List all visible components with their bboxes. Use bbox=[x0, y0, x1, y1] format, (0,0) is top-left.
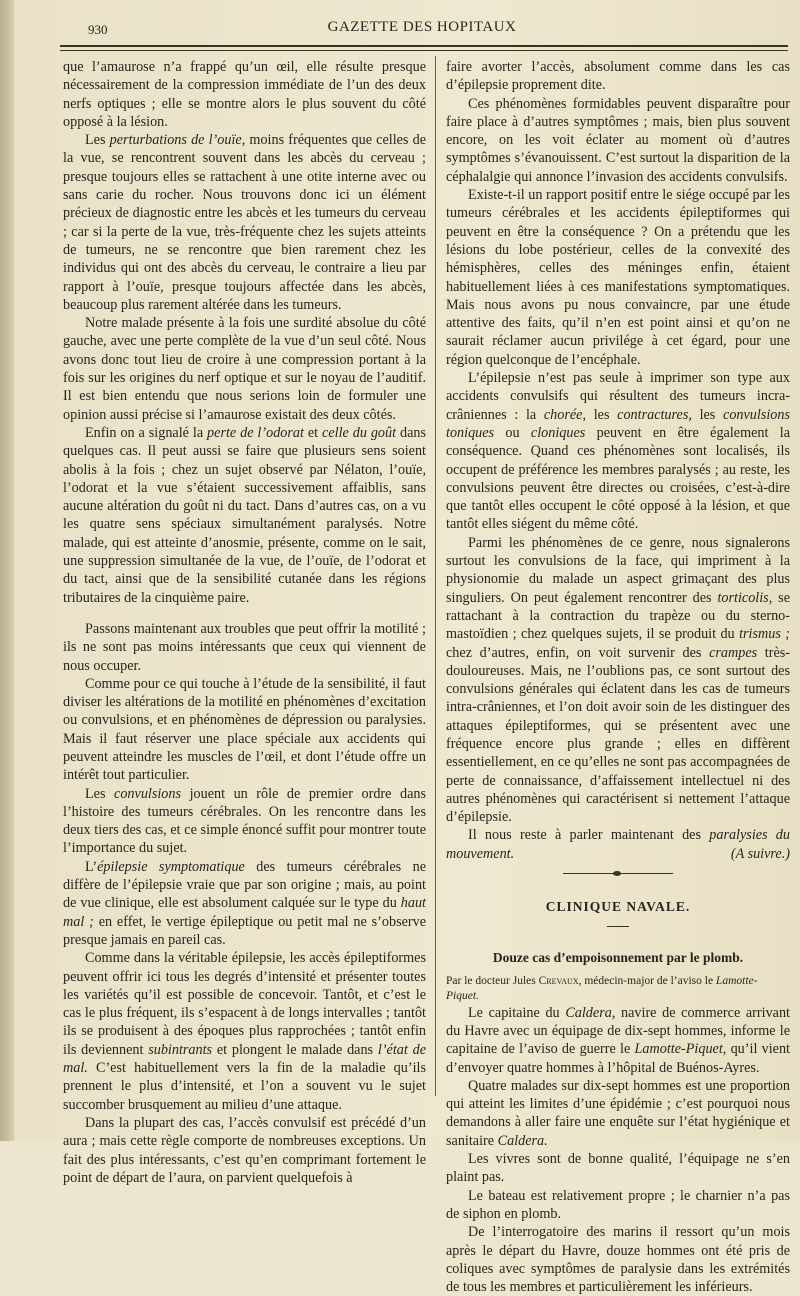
section-separator-ornament bbox=[563, 873, 673, 884]
text-run: Lamotte-Piquet. bbox=[446, 974, 758, 1002]
to-be-continued: (A suivre.) bbox=[730, 845, 790, 862]
text-run: Caldera. bbox=[497, 1132, 548, 1149]
paragraph: Existe-t-il un rapport positif entre le siége occupé par les tumeurs cérébrales et les accidents épileptiformes qui peuvent en être la conséquence ? On a prétendu que les lésions du lobe postérieur, celles de la convexité des hémisphères, celles des méninges enfin, étaient habituellement liées à ces manifestations symptomatiques. Mais nous avons pu nous convaincre, par une étude attentive des faits, qu’il n’en est point ainsi et qu’on ne saurait réclamer aucun privilége à cet égard, pour une région quelconque de l’encéphale. bbox=[446, 187, 790, 368]
page-header bbox=[60, 14, 784, 40]
paragraph: L’épilepsie symptomatique des tumeurs cérébrales ne diffère de l’épilepsie vraie que par son origine ; mais, au point de vue clinique, elle est absolument calquée sur le type du haut mal ; en effet, le vertige épileptique ou petit mal ne s’observe presque jamais en pareil cas. bbox=[63, 858, 427, 948]
text-run: Crevaux bbox=[538, 974, 579, 987]
section-title: CLINIQUE NAVALE. bbox=[545, 899, 691, 915]
paragraph: De l’interrogatoire des marins il ressort qu’un mois après le départ du Havre, douze hommes ont été pris de coliques avec symptômes de paralysie dans les extrémités de tous les membres et particulièrement les inférieurs. bbox=[446, 1224, 790, 1296]
page-binding-edge bbox=[0, 0, 14, 1141]
text-run: trismus ; bbox=[739, 626, 791, 643]
text-run: celle du goût bbox=[322, 424, 397, 441]
paragraph: Les convulsions jouent un rôle de premier ordre dans l’histoire des tumeurs cérébrales. On les rencontre dans les deux tiers des cas, et ce simple énoncé suffit pour montrer toute l’importance du sujet. bbox=[63, 785, 426, 857]
paragraph: Le bateau est relativement propre ; le charnier n’a pas de siphon en plomb. bbox=[446, 1187, 790, 1222]
article-author: Par le docteur Jules Crevaux, médecin-major de l’aviso le Lamotte-Piquet. bbox=[446, 974, 758, 1002]
right-column bbox=[446, 58, 790, 1296]
section-title-rule bbox=[607, 926, 629, 927]
paragraph: Les vivres sont de bonne qualité, l’équipage ne s’en plaint pas. bbox=[446, 1151, 790, 1186]
clinique-body bbox=[446, 1004, 790, 1296]
article-title: Douze cas d’empoisonnement par le plomb. bbox=[492, 950, 744, 966]
paragraph: faire avorter l’accès, absolument comme dans les cas d’épilepsie proprement dite. bbox=[446, 59, 790, 94]
paragraph: Les perturbations de l’ouïe, moins fréquentes que celles de la vue, se rencontrent souvent dans les abcès du cerveau ; presque toujours elles se rattachent à une otite interne avec ou sans carie du rocher. Nous trouvons donc ici un élément précieux de diagnostic entre les abcès et les tumeurs du cerveau ; car si la perte de la vue, très-fréquente chez les sujets atteints de tumeurs, ne se rencontre que bien rarement chez les individus qui ont des abcès du cerveau, le contraire a lieu par rapport à l’ouïe, presque toujours affectée dans les abcès, beaucoup plus rarement altérée dans les tumeurs. bbox=[63, 132, 426, 313]
text-run: Lamotte-Piquet, bbox=[634, 1041, 727, 1058]
right-column-article bbox=[446, 58, 790, 863]
journal-title: GAZETTE DES HOPITAUX bbox=[327, 19, 517, 35]
page-number: 930 bbox=[88, 22, 108, 37]
text-run: perte de l’odorat bbox=[207, 424, 304, 441]
paragraph: Il nous reste à parler maintenant des paralysies du mouvement. (A suivre.) bbox=[446, 827, 790, 862]
text-run: cloniques bbox=[530, 424, 586, 441]
paragraph: Enfin on a signalé la perte de l’odorat et celle du goût dans quelques cas. Il peut aussi se faire que plusieurs sens soient abolis à la fois ; chez un sujet observé par Nélaton, l’ouïe, l’odorat et la vue s’étaient successivement affaiblis, sans aucune altération du goût ni du tact. Dans d’autres cas, on a vu les quatre sens spéciaux simultanément paralysés. Notre malade, qui est atteinte d’anosmie, présente, comme on le sait, une suppression simultanée de la vue, de l’ouïe, de l’odorat et du tact, ainsi que de la sensibilité cutanée dans les régions tributaires de la cinquième paire. bbox=[63, 424, 426, 606]
text-run: convulsions toniques bbox=[446, 406, 791, 441]
paragraph: Comme dans la véritable épilepsie, les accès épileptiformes peuvent offrir ici tous les degrés d’intensité et présenter toutes les variétés qu’il est possible de concevoir. Tantôt, et c’est le cas le plus fréquent, ils s’espacent à de longs intervalles ; tantôt ils se produisent à des époques plus rapprochées ; tantôt enfin ils deviennent subintrants et plongent le malade dans l’état de mal. C’est habituellement vers la fin de la maladie qu’ils prennent le plus d’intensité, et l’on a souvent vu le sujet succomber brusquement au milieu d’une attaque. bbox=[63, 950, 426, 1113]
paragraph: Ces phénomènes formidables peuvent disparaître pour faire place à d’autres symptômes ; mais, bien plus souvent encore, on les voit éclater au moment où d’autres symptômes s’évanouissent. C’est surtout la disparition de la céphalalgie qui annonce l’invasion des accidents convulsifs. bbox=[446, 95, 790, 185]
paragraph: Dans la plupart des cas, l’accès convulsif est précédé d’un aura ; mais cette règle comporte de nombreuses exceptions. Un fait des plus intéressants, c’est qu’en comprimant fortement le point de départ de l’aura, on parvient quelquefois à bbox=[63, 1114, 426, 1186]
text-run: perturbations de l’ouïe, bbox=[109, 132, 246, 149]
paragraph: Notre malade présente à la fois une surdité absolue du côté gauche, avec une perte complète de la vue d’un seul côté. Nous avons donc tout lieu de croire à une compression portant à la fois sur les origines du nerf optique et sur le noyau de l’auditif. Il est bien entendu que nous serions loin de formuler une opinion aussi précise si l’amaurose existait des deux côtés. bbox=[63, 315, 426, 423]
text-run: subintrants bbox=[148, 1041, 213, 1058]
text-run: épilepsie symptomatique bbox=[97, 858, 245, 875]
text-run: Caldera, bbox=[565, 1004, 616, 1021]
text-run: haut mal ; bbox=[63, 895, 426, 930]
text-run: l’état de mal. bbox=[63, 1041, 426, 1077]
text-run: contractures, bbox=[617, 406, 692, 423]
column-divider bbox=[435, 56, 436, 1096]
paragraph-gap bbox=[63, 607, 426, 620]
paragraph: que l’amaurose n’a frappé qu’un œil, elle résulte presque nécessairement de la compression immédiate de l’un des deux nerfs optiques ; elle se montre alors le plus souvent du côté opposé à la lésion. bbox=[63, 59, 426, 130]
text-run: paralysies du mouvement. bbox=[446, 827, 790, 862]
text-run: chorée, bbox=[543, 406, 587, 423]
header-rule-thin bbox=[60, 50, 788, 51]
text-run: convulsions bbox=[114, 785, 182, 802]
paragraph: Parmi les phénomènes de ce genre, nous signalerons surtout les convulsions de la face, qui impriment à la physionomie du malade un aspect grimaçant des plus singuliers. On peut également rencontrer des torticolis, se rattachant à la contraction du trapèze ou du sterno-mastoïdien ; chez quelques sujets, il se produit du trismus ; chez d’autres, enfin, on voit survenir des crampes très-douloureuses. Mais, ne l’oublions pas, ce sont surtout des convulsions générales qui éclatent dans les cas de tumeurs intra-crâniennes, et l’on doit avoir soin de les distinguer des attaques épileptiformes, qui se présentent avec une fréquence encore plus grande ; elles en diffèrent essentiellement, en ce qu’elles ne sont pas accompagnées de perte de connaissance, d’affaissement intellectuel ni des autres phénomènes qui caractérisent si nettement l’attaque d’épilepsie. bbox=[446, 534, 791, 826]
paragraph: Comme pour ce qui touche à l’étude de la sensibilité, il faut diviser les altérations de la motilité en phénomènes d’excitation ou convulsions, et en phénomènes de dépression ou paralysies. Mais il faut réserver une place spéciale aux accidents qui peuvent atteindre les muscles de l’œil, et dont l’étude offre un intérêt tout particulier. bbox=[63, 675, 426, 784]
paragraph: Passons maintenant aux troubles que peut offrir la motilité ; ils ne sont pas moins intéressants que ceux qui viennent de nous occuper. bbox=[63, 620, 426, 674]
paragraph: Quatre malades sur dix-sept hommes est une proportion qui atteint les limites d’une épidémie ; c’est pourquoi nous demandons à aller faire une enquête sur l’état hygiénique et sanitaire Caldera. bbox=[446, 1077, 790, 1149]
paragraph: Le capitaine du Caldera, navire de commerce arrivant du Havre avec un équipage de dix-sept hommes, informe le capitaine de l’aviso de guerre le Lamotte-Piquet, qu’il vient d’envoyer quatre hommes à l’hôpital de Buénos-Ayres. bbox=[446, 1004, 791, 1076]
paragraph: L’épilepsie n’est pas seule à imprimer son type aux accidents convulsifs qui résultent des tumeurs incra-crâniennes : la chorée, les contractures, les convulsions toniques ou cloniques peuvent en être également la conséquence. Quand ces phénomènes sont localisés, ils occupent de préférence les membres paralysés ; au reste, les convulsions peuvent être directes ou croisées, c’est-à-dire que tantôt elles occupent le côté opposé à la lésion, et que tantôt elles siégent du même côté. bbox=[446, 370, 791, 533]
text-run: torticolis, bbox=[717, 589, 773, 606]
text-run: crampes bbox=[709, 644, 758, 661]
header-rule bbox=[60, 45, 788, 47]
left-column bbox=[63, 58, 426, 1187]
